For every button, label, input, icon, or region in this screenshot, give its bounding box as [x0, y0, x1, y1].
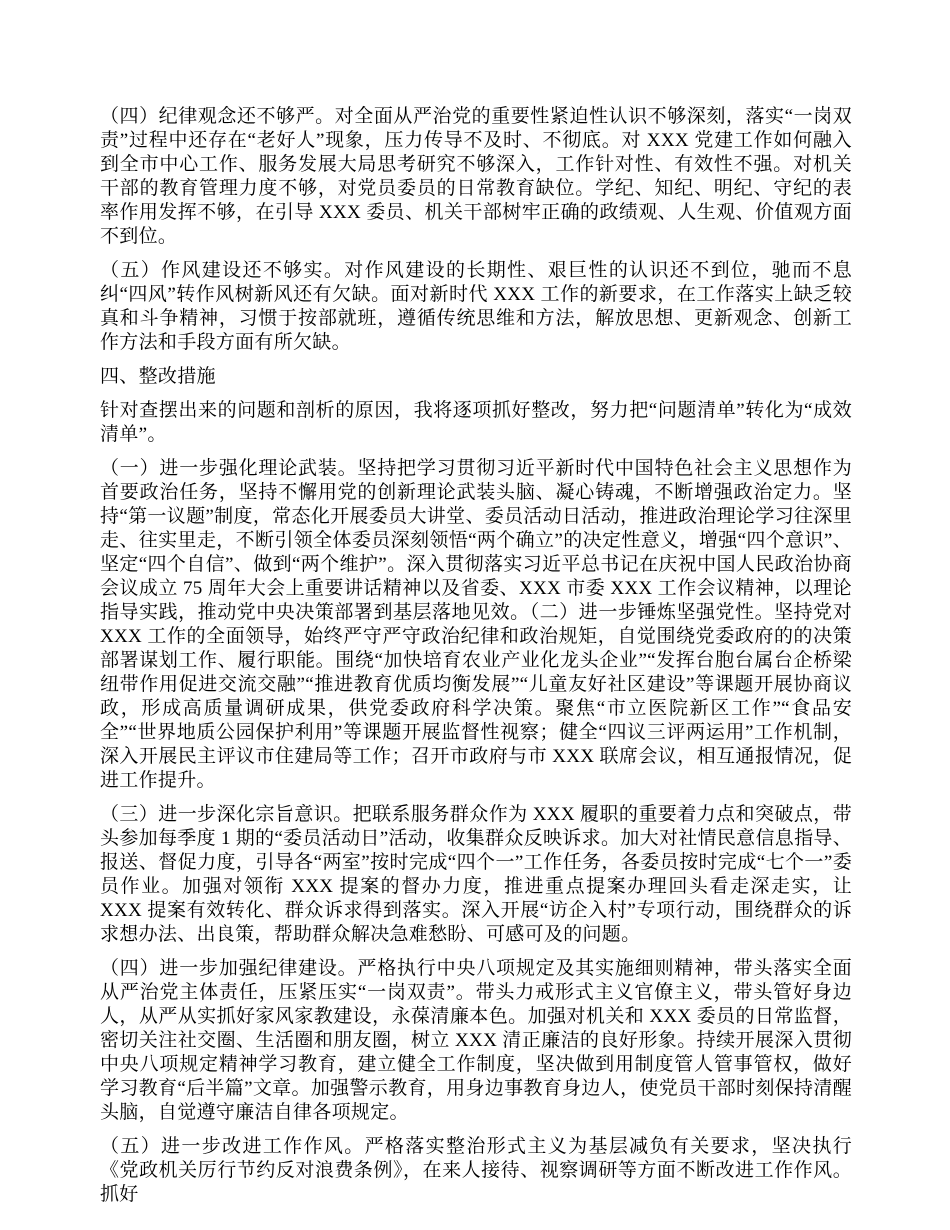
paragraph-measure-purpose-awareness: （三）进一步深化宗旨意识。把联系服务群众作为 XXX 履职的重要着力点和突破点，带头参加每季度 1 期的“委员活动日”活动，收集群众反映诉求。加大对社情民意信息指导、报送、督促力度，引导各“两室”按时完成“四个一”工作任务，各委员按时完成“七个一”委员作业。加强对领衔 XXX 提案的督办力度，推进重点提案办理回头看走深走实，让 XXX 提案有效转化、群众诉求得到落实。深入开展“访企入村”专项行动，围绕群众的诉求想办法、出良策，帮助群众解决急难愁盼、可感可及的问题。	[100, 804, 852, 945]
document-content	[100, 105, 852, 1217]
paragraph-discipline-issue: （四）纪律观念还不够严。对全面从严治党的重要性紧迫性认识不够深刻，落实“一岗双责”过程中还存在“老好人”现象，压力传导不及时、不彻底。对 XXX 党建工作如何融入到全市中心工作、服务发展大局思考研究不够深入，工作针对性、有效性不强。对机关干部的教育管理力度不够，对党员委员的日常教育缺位。学纪、知纪、明纪、守纪的表率作用发挥不够，在引导 XXX 委员、机关干部树牢正确的政绩观、人生观、价值观方面不到位。	[100, 106, 852, 247]
paragraph-rectification-intro: 针对查摆出来的问题和剖析的原因，我将逐项抓好整改，努力把“问题清单”转化为“成效清单”。	[100, 400, 852, 445]
paragraph-measure-workstyle-improvement: （五）进一步改进工作作风。严格落实整治形式主义为基层减负有关要求，坚决执行《党政机关厉行节约反对浪费条例》，在来人接待、视察调研等方面不断改进工作作风。抓好	[100, 1136, 852, 1205]
paragraph-measure-discipline-building: （四）进一步加强纪律建设。严格执行中央八项规定及其实施细则精神，带头落实全面从严治党主体责任，压紧压实“一岗双责”。带头力戒形式主义官僚主义，带头管好身边人，从严从实抓好家风家教建设，永葆清廉本色。加强对机关和 XXX 委员的日常监督，密切关注社交圈、生活圈和朋友圈，树立 XXX 清正廉洁的良好形象。持续开展深入贯彻中央八项规定精神学习教育，建立健全工作制度，坚决做到用制度管人管事管权，做好学习教育“后半篇”文章。加强警示教育，用身边事教育身边人，使党员干部时刻保持清醒头脑，自觉遵守廉洁自律各项规定。	[100, 958, 852, 1123]
paragraph-workstyle-issue: （五）作风建设还不够实。对作风建设的长期性、艰巨性的认识还不到位，驰而不息纠“四风”转作风树新风还有欠缺。面对新时代 XXX 工作的新要求，在工作落实上缺乏较真和斗争精神，习惯于按部就班，遵循传统思维和方法，解放思想、更新观念、创新工作方法和手段方面有所欠缺。	[100, 260, 852, 353]
section-heading-rectification-measures: 四、整改措施	[100, 366, 216, 387]
paragraph-measure-theory-and-party-spirit: （一）进一步强化理论武装。坚持把学习贯彻习近平新时代中国特色社会主义思想作为首要政治任务，坚持不懈用党的创新理论武装头脑、凝心铸魂，不断增强政治定力。坚持“第一议题”制度，常态化开展委员大讲堂、委员活动日活动，推进政治理论学习往深里走、往实里走，不断引领全体委员深刻领悟“两个确立”的决定性意义，增强“四个意识”、坚定“四个自信”、做到“两个维护”。深入贯彻落实习近平总书记在庆祝中国人民政治协商会议成立 75 周年大会上重要讲话精神以及省委、XXX 市委 XXX 工作会议精神，以理论指导实践，推动党中央决策部署到基层落地见效。（二）进一步锤炼坚强党性。坚持党对 XXX 工作的全面领导，始终严守严守政治纪律和政治规矩，自觉围绕党委政府的的决策部署谋划工作、履行职能。围绕“加快培育农业产业化龙头企业”“发挥台胞台属台企桥梁纽带作用促进交流交融”“推进教育优质均衡发展”“儿童友好社区建设”等课题开展协商议政，形成高质量调研成果，供党委政府科学决策。聚焦“市立医院新区工作”“食品安全”“世界地质公园保护利用”等课题开展监督性视察；健全“四议三评两运用”工作机制，深入开展民主评议市住建局等工作；召开市政府与市 XXX 联席会议，相互通报情况，促进工作提升。	[100, 458, 852, 791]
